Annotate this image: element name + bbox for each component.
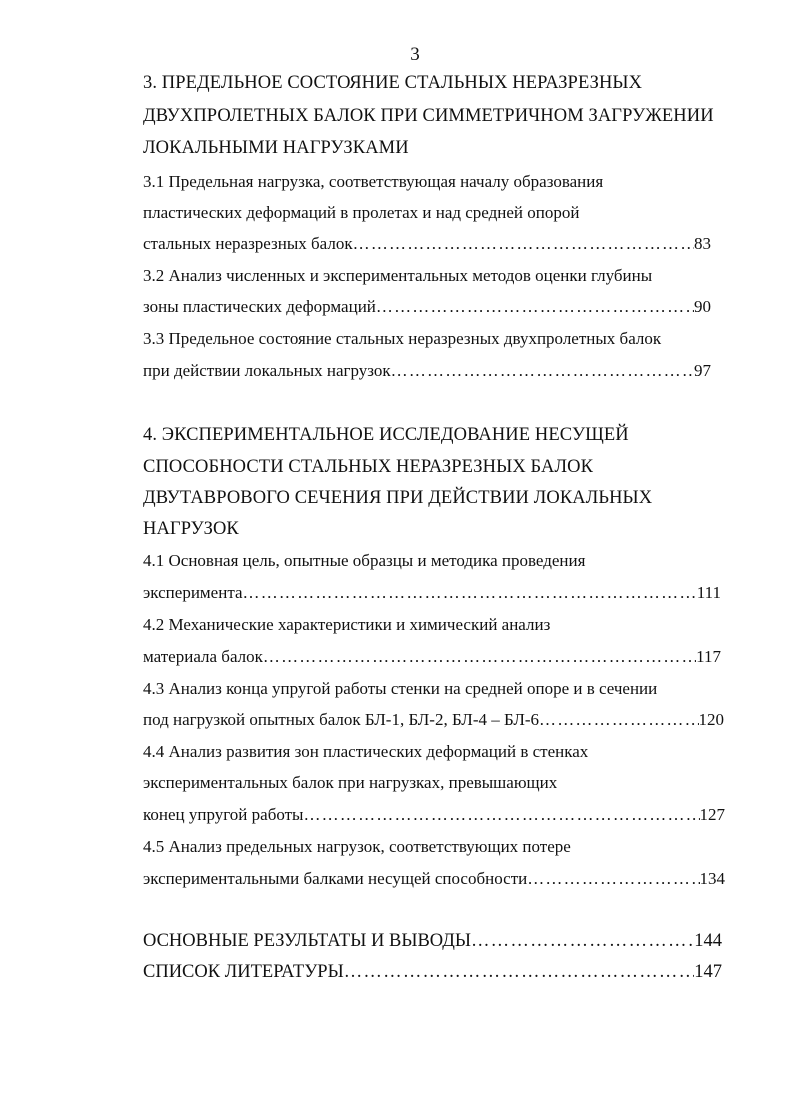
section-3-heading-line: 3. ПРЕДЕЛЬНОЕ СОСТОЯНИЕ СТАЛЬНЫХ НЕРАЗРЕЗНЫХ (143, 73, 643, 93)
toc-page-number: 127 (699, 805, 725, 824)
toc-entry-references[interactable] (143, 961, 722, 983)
toc-entry-text: ОСНОВНЫЕ РЕЗУЛЬТАТЫ И ВЫВОДЫ (143, 931, 471, 951)
toc-entry-text: экспериментальными балками несущей способности (143, 869, 528, 888)
toc-entry-4-5[interactable] (143, 868, 725, 890)
toc-entry-4-4-line: экспериментальных балок при нагрузках, превышающих (143, 773, 558, 792)
toc-entry-text: зоны пластических деформаций (143, 297, 376, 316)
toc-entry-3-2-line: 3.2 Анализ численных и экспериментальных методов оценки глубины (143, 266, 653, 285)
toc-entry-text: СПИСОК ЛИТЕРАТУРЫ (143, 962, 344, 982)
section-4-heading-line: СПОСОБНОСТИ СТАЛЬНЫХ НЕРАЗРЕЗНЫХ БАЛОК (143, 457, 594, 477)
leader-dots (303, 804, 699, 826)
toc-entry-text: эксперимента (143, 583, 243, 602)
toc-page-number: 90 (694, 297, 711, 316)
leader-dots (263, 646, 696, 668)
toc-page-number: 83 (694, 234, 711, 253)
toc-entry-4-2-line: 4.2 Механические характеристики и химический анализ (143, 615, 551, 634)
toc-entry-text: под нагрузкой опытных балок БЛ-1, БЛ-2, БЛ-4 – БЛ-6 (143, 710, 540, 729)
toc-entry-4-1-line: 4.1 Основная цель, опытные образцы и методика проведения (143, 551, 586, 570)
leader-dots (344, 961, 695, 983)
leader-dots (243, 582, 697, 604)
toc-entry-4-4[interactable] (143, 804, 725, 826)
section-3-heading-line: ДВУХПРОЛЕТНЫХ БАЛОК ПРИ СИММЕТРИЧНОМ ЗАГРУЖЕНИИ (143, 106, 714, 126)
toc-entry-4-3[interactable] (143, 709, 724, 731)
toc-page-number: 144 (694, 931, 722, 951)
toc-page-number: 134 (699, 869, 725, 888)
leader-dots (539, 709, 698, 731)
toc-entry-3-2[interactable] (143, 296, 711, 318)
toc-entry-4-2[interactable] (143, 646, 721, 668)
toc-entry-text: при действии локальных нагрузок (143, 361, 391, 380)
toc-entry-3-3-line: 3.3 Предельное состояние стальных неразрезных двухпролетных балок (143, 329, 662, 348)
section-3-heading-line: ЛОКАЛЬНЫМИ НАГРУЗКАМИ (143, 138, 409, 158)
toc-entry-text: конец упругой работы (143, 805, 304, 824)
leader-dots (471, 930, 694, 952)
section-4-heading-line: НАГРУЗОК (143, 519, 239, 539)
toc-entry-4-4-line: 4.4 Анализ развития зон пластических деформаций в стенках (143, 742, 589, 761)
toc-entry-3-3[interactable] (143, 360, 711, 382)
toc-entry-4-3-line: 4.3 Анализ конца упругой работы стенки на средней опоре и в сечении (143, 679, 658, 698)
section-4-heading-line: ДВУТАВРОВОГО СЕЧЕНИЯ ПРИ ДЕЙСТВИИ ЛОКАЛЬНЫХ (143, 488, 653, 508)
toc-page-number: 147 (694, 962, 722, 982)
leader-dots (376, 296, 694, 318)
leader-dots (527, 868, 699, 890)
toc-entry-3-1[interactable] (143, 233, 711, 255)
toc-entry-results[interactable] (143, 930, 722, 952)
toc-page-number: 97 (694, 361, 711, 380)
toc-entry-4-5-line: 4.5 Анализ предельных нагрузок, соответствующих потере (143, 837, 571, 856)
toc-entry-4-1[interactable] (143, 582, 721, 604)
page-number: 3 (410, 44, 420, 65)
toc-entry-text: материала балок (143, 647, 263, 666)
toc-entry-3-1-line: 3.1 Предельная нагрузка, соответствующая началу образования (143, 172, 604, 191)
section-4-heading-line: 4. ЭКСПЕРИМЕНТАЛЬНОЕ ИССЛЕДОВАНИЕ НЕСУЩЕЙ (143, 425, 629, 445)
toc-page-number: 120 (698, 710, 724, 729)
toc-page-number: 111 (696, 583, 721, 602)
toc-entry-3-1-line: пластических деформаций в пролетах и над средней опорой (143, 203, 580, 222)
toc-page-number: 117 (696, 647, 721, 666)
toc-entry-text: стальных неразрезных балок (143, 234, 353, 253)
leader-dots (391, 360, 694, 382)
leader-dots (353, 233, 694, 255)
